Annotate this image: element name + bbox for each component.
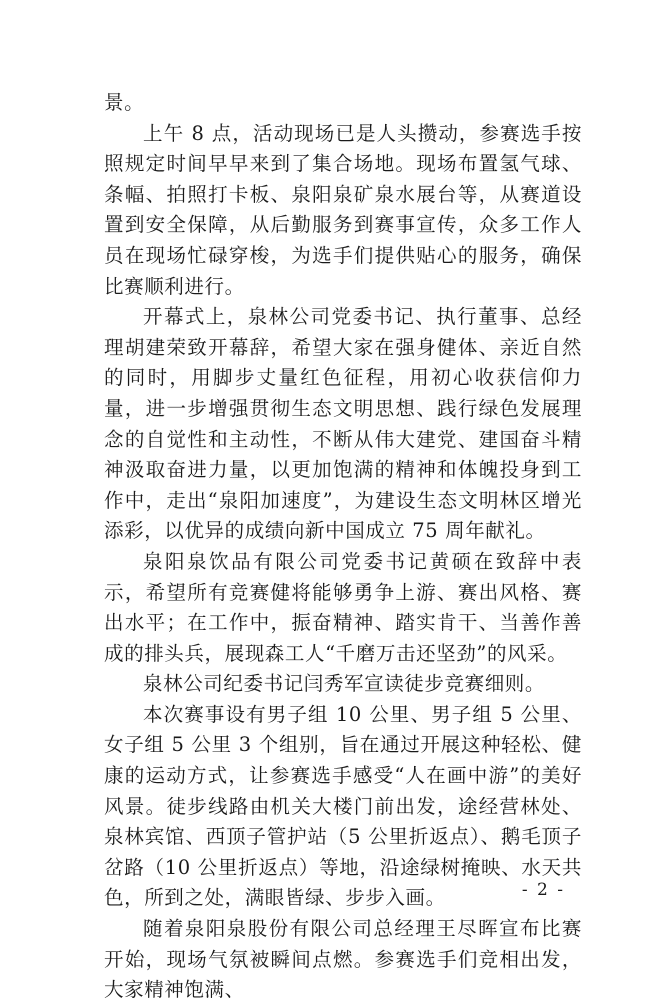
paragraph-race-groups-route: 本次赛事设有男子组 10 公里、男子组 5 公里、女子组 5 公里 3 个组别，旨在通过开展这种轻松、健康的运动方式，让参赛选手感受“人在画中游”的美好风景。徒步线路由机关大楼门前出发，途经营林处、泉林宾馆、西顶子管护站（5 公里折返点）、鹅毛顶子岔路（10 公里折返点）等地，沿途绿树掩映、水天共色，所到之处，满眼皆绿、步步入画。 <box>104 702 582 910</box>
paragraph-activity-scene: 上午 8 点，活动现场已是人头攒动，参赛选手按照规定时间早早来到了集合场地。现场布置氢气球、条幅、拍照打卡板、泉阳泉矿泉水展台等，从赛道设置到安全保障，从后勤服务到赛事宣传，众多工作人员在现场忙碌穿梭，为选手们提供贴心的服务，确保比赛顺利进行。 <box>104 121 582 298</box>
paragraph-beverage-company-speech: 泉阳泉饮品有限公司党委书记黄硕在致辞中表示，希望所有竞赛健将能够勇争上游、赛出风格、赛出水平；在工作中，振奋精神、踏实肯干、当善作善成的排头兵，展现森工人“千磨万击还坚劲”的风采。 <box>104 549 582 665</box>
paragraph-rules-reading: 泉林公司纪委书记闫秀军宣读徒步竞赛细则。 <box>143 672 546 696</box>
document-body <box>104 88 582 1006</box>
paragraph-opening-ceremony: 开幕式上，泉林公司党委书记、执行董事、总经理胡建荣致开幕辞，希望大家在强身健体、亲近自然的同时，用脚步丈量红色征程，用初心收获信仰力量，进一步增强贯彻生态文明思想、践行绿色发展理念的自觉性和主动性，不断从伟大建党、建国奋斗精神汲取奋进力量，以更加饱满的精神和体魄投身到工作中，走出“泉阳加速度”，为建设生态文明林区增光添彩，以优异的成绩向新中国成立 75 周年献礼。 <box>104 305 582 543</box>
paragraph-continuation: 景。 <box>104 91 145 114</box>
page-number: - 2 - <box>521 880 565 900</box>
paragraph-race-start: 随着泉阳泉股份有限公司总经理王尽晖宣布比赛开始，现场气氛被瞬间点燃。参赛选手们竞相出发，大家精神饱满、 <box>104 917 582 1002</box>
